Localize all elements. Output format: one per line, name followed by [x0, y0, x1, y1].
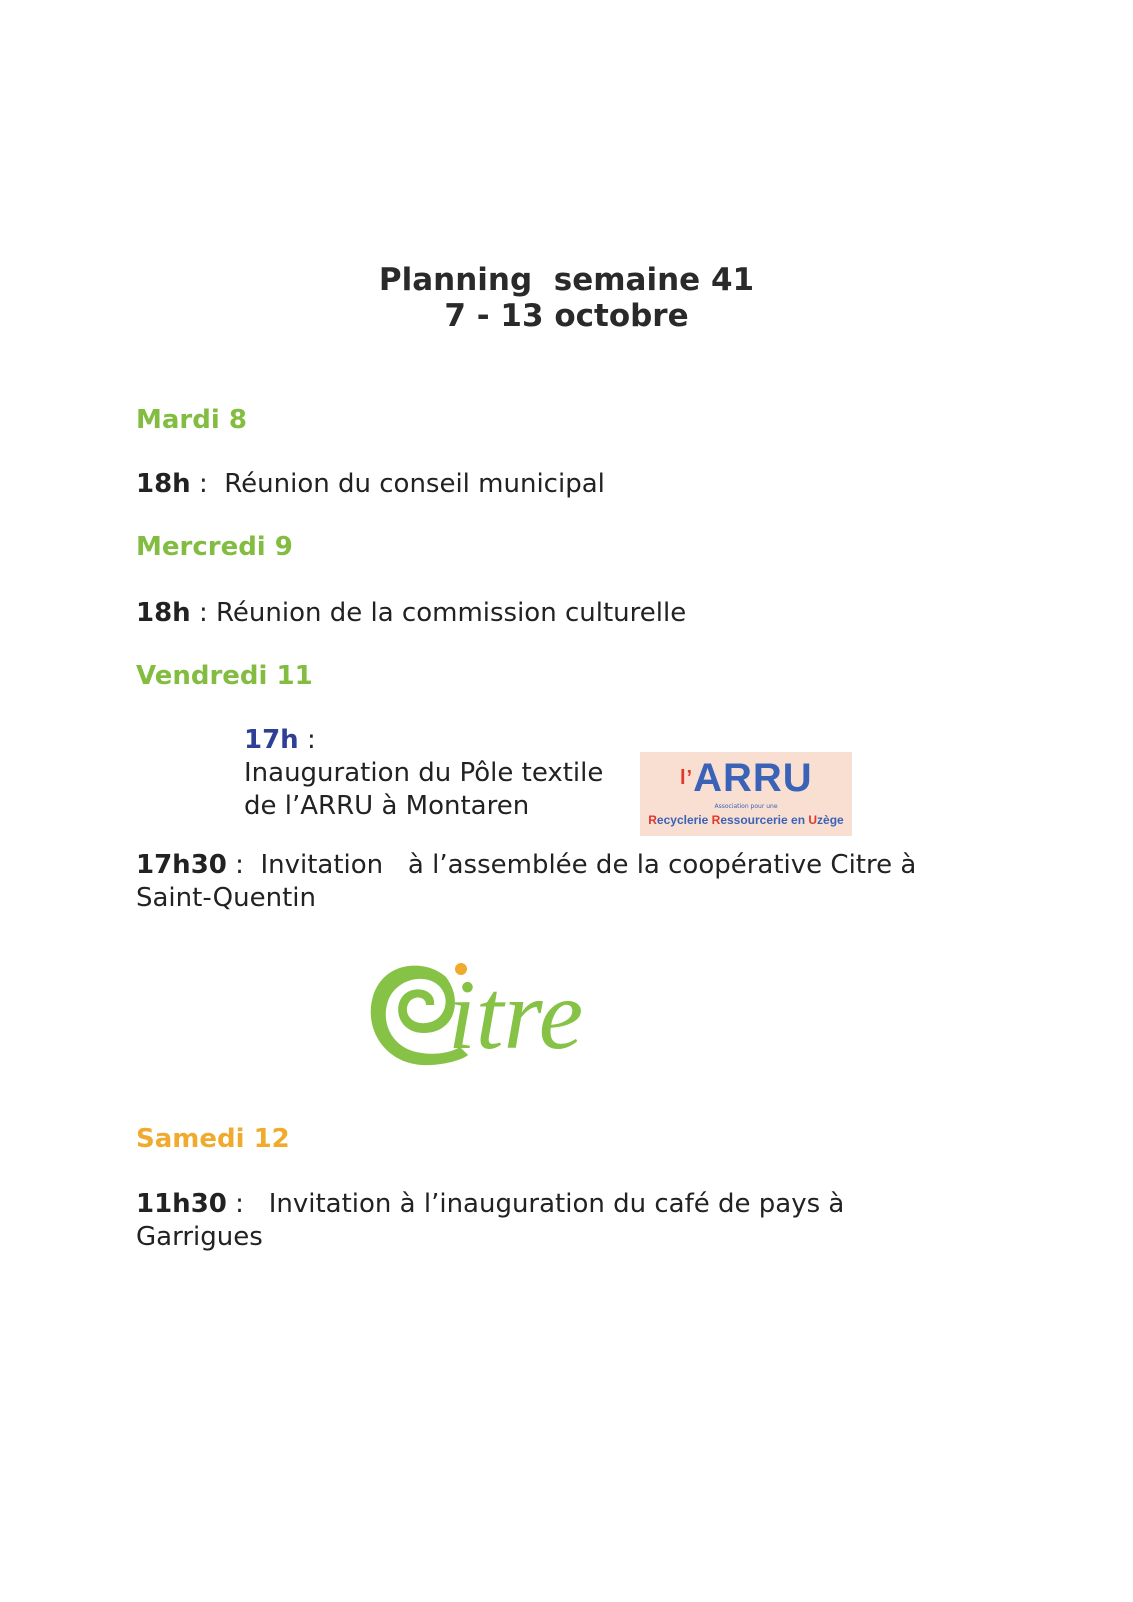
event-text: Réunion du conseil municipal: [224, 469, 605, 499]
page-title: [0, 262, 1133, 334]
event-vendredi-1: [244, 724, 603, 823]
arru-logo: [640, 752, 852, 836]
arru-letter: R: [648, 813, 657, 827]
arru-logo-apostrophe: l’: [680, 767, 694, 789]
citre-logo: [364, 955, 624, 1080]
day-heading-mercredi: Mercredi 9: [136, 532, 293, 562]
arru-word: zège: [817, 813, 844, 827]
event-time: 18h: [136, 598, 191, 628]
event-time: 18h: [136, 469, 191, 499]
arru-logo-tagline: Association pour une: [714, 803, 778, 810]
title-line-2: 7 - 13 octobre: [444, 298, 689, 334]
event-text-line-1: Invitation à l’inauguration du café de pays à: [268, 1189, 845, 1219]
day-heading-vendredi: Vendredi 11: [136, 661, 313, 691]
event-text-line-2: de l’ARRU à Montaren: [244, 791, 530, 821]
event-text-line-2: Garrigues: [136, 1222, 263, 1252]
event-separator: :: [226, 850, 261, 880]
day-heading-mardi: Mardi 8: [136, 405, 247, 435]
event-text-line-1: Inauguration du Pôle textile: [244, 758, 604, 788]
event-mercredi: [136, 597, 686, 630]
citre-logo-wordmark: itre: [448, 959, 584, 1070]
event-vendredi-2: [136, 849, 916, 915]
arru-word: essourcerie en: [720, 813, 809, 827]
arru-letter: U: [808, 813, 818, 827]
arru-letter: R: [711, 813, 721, 827]
event-separator: :: [190, 469, 225, 499]
arru-logo-wordmark: ARRU: [693, 756, 813, 800]
day-heading-samedi: Samedi 12: [136, 1124, 290, 1154]
event-separator: :: [190, 598, 216, 628]
event-separator: :: [298, 725, 316, 755]
event-time: 11h30: [136, 1189, 227, 1219]
event-samedi: [136, 1188, 844, 1254]
event-text-line-2: Saint-Quentin: [136, 883, 316, 913]
event-time: 17h: [244, 725, 299, 755]
event-separator: :: [226, 1189, 269, 1219]
event-time: 17h30: [136, 850, 227, 880]
event-mardi: [136, 468, 605, 501]
arru-logo-subtitle: [640, 812, 852, 828]
arru-word: ecyclerie: [656, 813, 712, 827]
arru-logo-brand: [680, 756, 813, 800]
title-line-1: Planning semaine 41: [378, 262, 755, 298]
event-text-line-1: Invitation à l’assemblée de la coopérative Citre à: [260, 850, 917, 880]
event-text: Réunion de la commission culturelle: [216, 598, 687, 628]
